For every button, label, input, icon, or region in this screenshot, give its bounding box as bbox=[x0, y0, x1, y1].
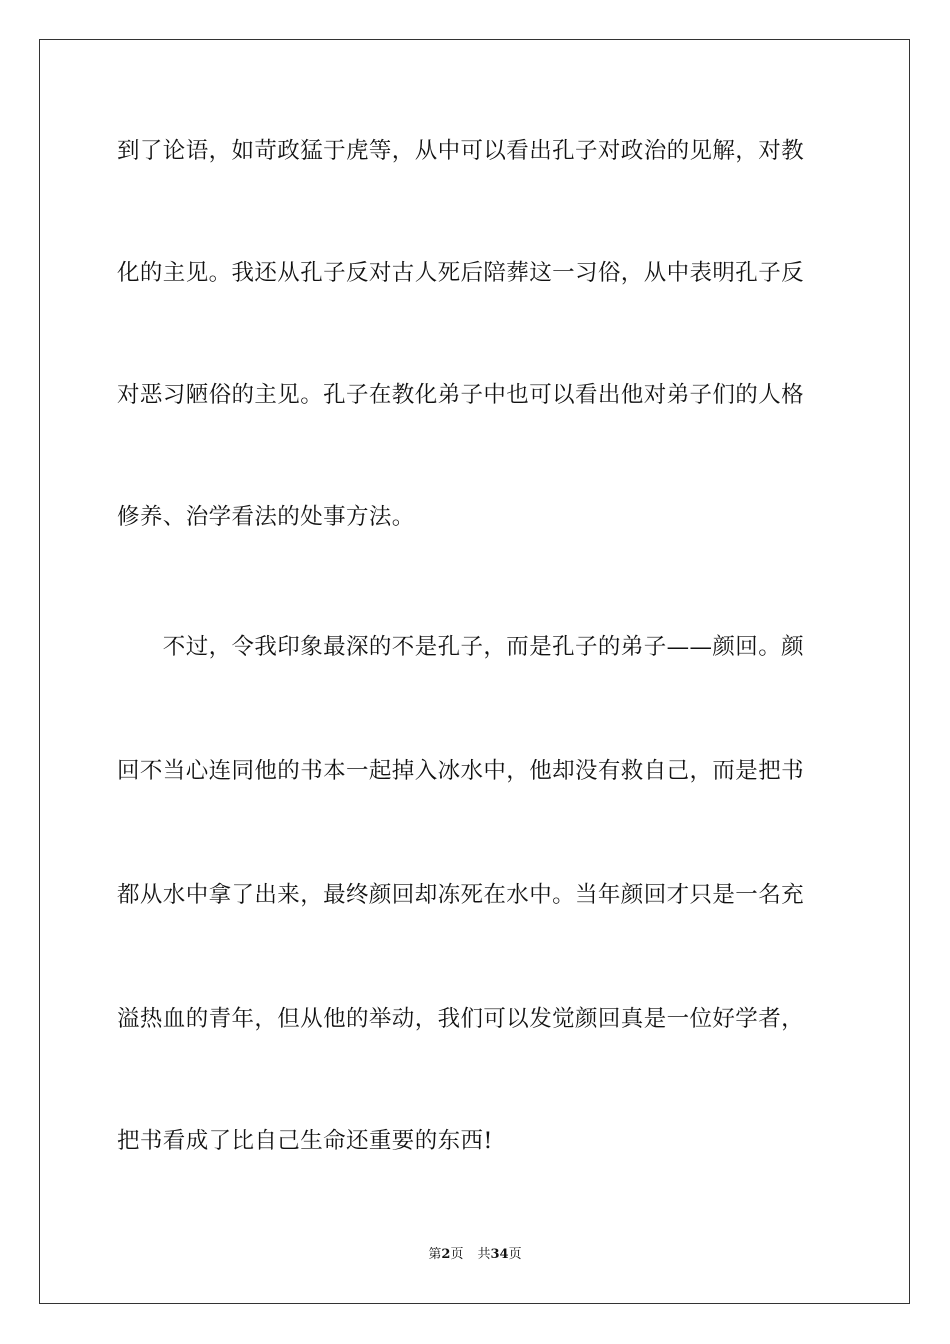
body-text-line: 修养、治学看法的处事方法。 bbox=[117, 504, 415, 530]
body-text-line: 都从水中拿了出来，最终颜回却冻死在水中。当年颜回才只是一名充 bbox=[117, 882, 805, 908]
page-number-label: 第2页 bbox=[428, 1247, 464, 1262]
body-text-line: 回不当心连同他的书本一起掉入冰水中，他却没有救自己，而是把书 bbox=[117, 758, 805, 784]
body-text-line: 溢热血的青年，但从他的举动，我们可以发觉颜回真是一位好学者， bbox=[117, 1006, 805, 1032]
body-text-line: 化的主见。我还从孔子反对古人死后陪葬这一习俗，从中表明孔子反 bbox=[117, 260, 805, 286]
body-text-line: 到了论语，如苛政猛于虎等，从中可以看出孔子对政治的见解，对教 bbox=[117, 138, 805, 164]
body-text-line: 不过，令我印象最深的不是孔子，而是孔子的弟子——颜回。颜 bbox=[117, 634, 805, 660]
body-text-line: 把书看成了比自己生命还重要的东西! bbox=[117, 1128, 493, 1154]
page-border bbox=[39, 39, 910, 1304]
body-text-line: 对恶习陋俗的主见。孔子在教化弟子中也可以看出他对弟子们的人格 bbox=[117, 382, 805, 408]
total-pages-label: 共34页 bbox=[477, 1247, 522, 1262]
page-footer bbox=[0, 1246, 950, 1264]
